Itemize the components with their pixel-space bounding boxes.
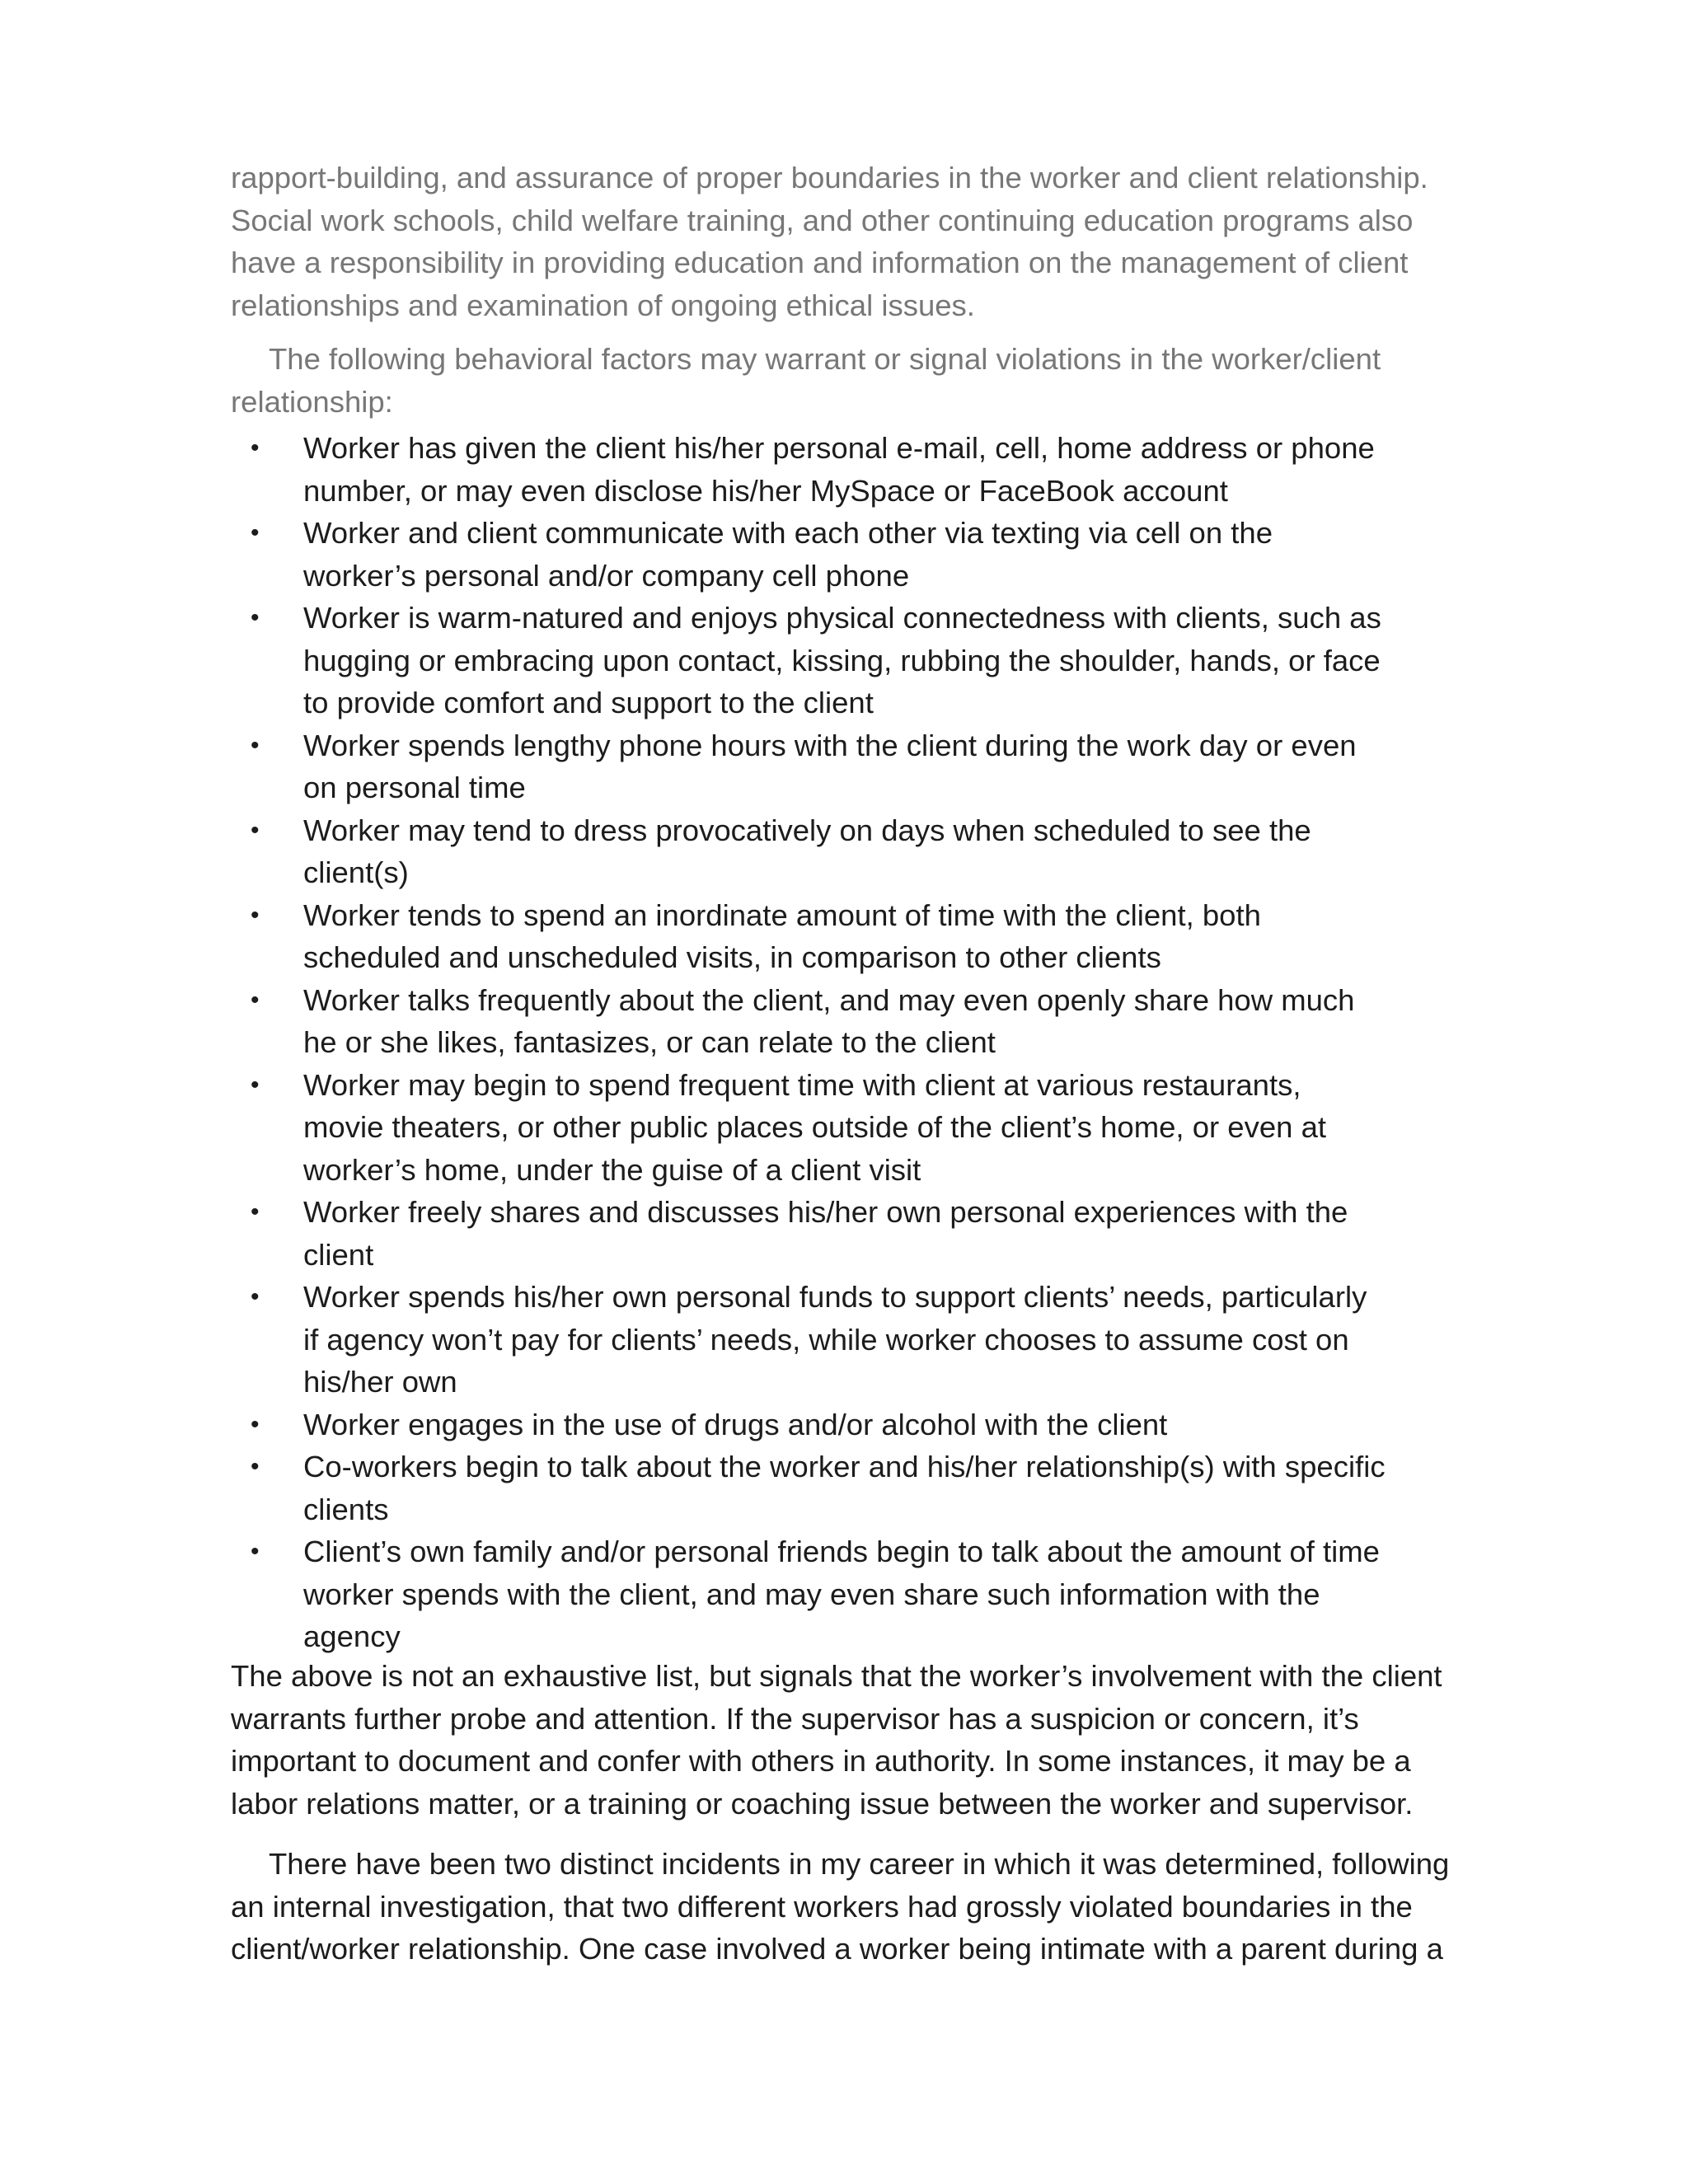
bullet-icon: • [251,434,260,462]
list-item [231,597,1566,724]
summary-line: warrants further probe and attention. If the supervisor has a suspicion or concern, it’s [231,1701,1359,1736]
summary-paragraph [231,1655,1550,1825]
list-item-text: Worker spends lengthy phone hours with the client during the work day or even [303,728,1357,762]
list-item-text: to provide comfort and support to the client [303,686,874,719]
intro-paragraph [231,157,1566,326]
summary-line: labor relations matter, or a training or coaching issue between the worker and supervisor. [231,1786,1414,1821]
incident-line: an internal investigation, that two different workers had grossly violated boundaries in the [231,1889,1413,1924]
intro-line: Social work schools, child welfare training, and other continuing education programs also [231,203,1414,237]
bullet-icon: • [251,1198,260,1226]
lead-in-paragraph [231,338,1566,423]
bullet-icon: • [251,1453,260,1480]
list-item-text: Worker freely shares and discusses his/her own personal experiences with the [303,1195,1348,1229]
list-item-text: he or she likes, fantasizes, or can relate to the client [303,1025,996,1059]
lead-in-line: The following behavioral factors may warrant or signal violations in the worker/client [269,342,1381,376]
list-item-text: Worker is warm-natured and enjoys physical connectedness with clients, such as [303,601,1381,635]
list-item [231,427,1566,512]
list-item-text: number, or may even disclose his/her MySpace or FaceBook account [303,473,1228,508]
incident-line: client/worker relationship. One case involved a worker being intimate with a parent during a [231,1932,1443,1966]
list-item-text: agency [303,1619,401,1653]
intro-line: relationships and examination of ongoing ethical issues. [231,288,975,322]
list-item [231,1404,1566,1446]
list-item-text: Worker engages in the use of drugs and/or alcohol with the client [303,1407,1168,1441]
intro-line: rapport-building, and assurance of proper boundaries in the worker and client relationship. [231,161,1428,194]
behavior-list [231,427,1566,1658]
list-item-text: worker spends with the client, and may even share such information with the [303,1577,1320,1611]
list-item [231,1191,1566,1276]
list-item-text: Worker may tend to dress provocatively on days when scheduled to see the [303,813,1311,847]
list-item-text: Worker has given the client his/her personal e-mail, cell, home address or phone [303,431,1375,465]
bullet-icon: • [251,731,260,759]
list-item [231,894,1566,979]
list-item-text: if agency won’t pay for clients’ needs, while worker chooses to assume cost on [303,1322,1349,1357]
list-item-text: on personal time [303,771,526,804]
list-item-text: client [303,1237,374,1272]
bullet-icon: • [251,816,260,844]
bullet-icon: • [251,901,260,929]
list-item-text: Worker and client communicate with each other via texting via cell on the [303,516,1273,550]
incident-paragraph [231,1843,1550,1971]
list-item-text: Worker tends to spend an inordinate amount of time with the client, both [303,898,1261,932]
bullet-icon: • [251,1071,260,1099]
summary-line: important to document and confer with others in authority. In some instances, it may be a [231,1744,1411,1778]
list-item-text: client(s) [303,855,409,889]
bullet-icon: • [251,986,260,1014]
list-item-text: worker’s personal and/or company cell phone [303,558,910,593]
summary-line: The above is not an exhaustive list, but signals that the worker’s involvement with the client [231,1659,1442,1693]
list-item-text: Client’s own family and/or personal friends begin to talk about the amount of time [303,1535,1380,1568]
list-item-text: movie theaters, or other public places outside of the client’s home, or even at [303,1110,1327,1144]
lead-in-line: relationship: [231,384,393,419]
list-item-text: his/her own [303,1365,457,1399]
bullet-icon: • [251,604,260,631]
list-item-text: Worker talks frequently about the client, and may even openly share how much [303,982,1355,1017]
bullet-icon: • [251,1410,260,1438]
list-item-text: worker’s home, under the guise of a client visit [303,1152,921,1187]
list-item-text: clients [303,1492,389,1526]
list-item-text: hugging or embracing upon contact, kissing, rubbing the shoulder, hands, or face [303,643,1381,677]
list-item [231,1530,1566,1658]
list-item [231,1064,1566,1192]
list-item-text: Co-workers begin to talk about the worker and his/her relationship(s) with specific [303,1450,1386,1483]
bullet-icon: • [251,1538,260,1565]
bullet-icon: • [251,1283,260,1310]
list-item-text: Worker spends his/her own personal funds to support clients’ needs, particularly [303,1280,1367,1314]
list-item-text: Worker may begin to spend frequent time with client at various restaurants, [303,1067,1301,1102]
list-item [231,809,1566,894]
list-item [231,512,1566,597]
incident-line: There have been two distinct incidents in my career in which it was determined, following [269,1847,1450,1881]
list-item [231,1446,1566,1530]
list-item [231,724,1566,809]
list-item-text: scheduled and unscheduled visits, in comparison to other clients [303,940,1161,974]
bullet-icon: • [251,519,260,546]
list-item [231,979,1566,1064]
intro-line: have a responsibility in providing education and information on the management of client [231,246,1409,279]
list-item [231,1276,1566,1404]
